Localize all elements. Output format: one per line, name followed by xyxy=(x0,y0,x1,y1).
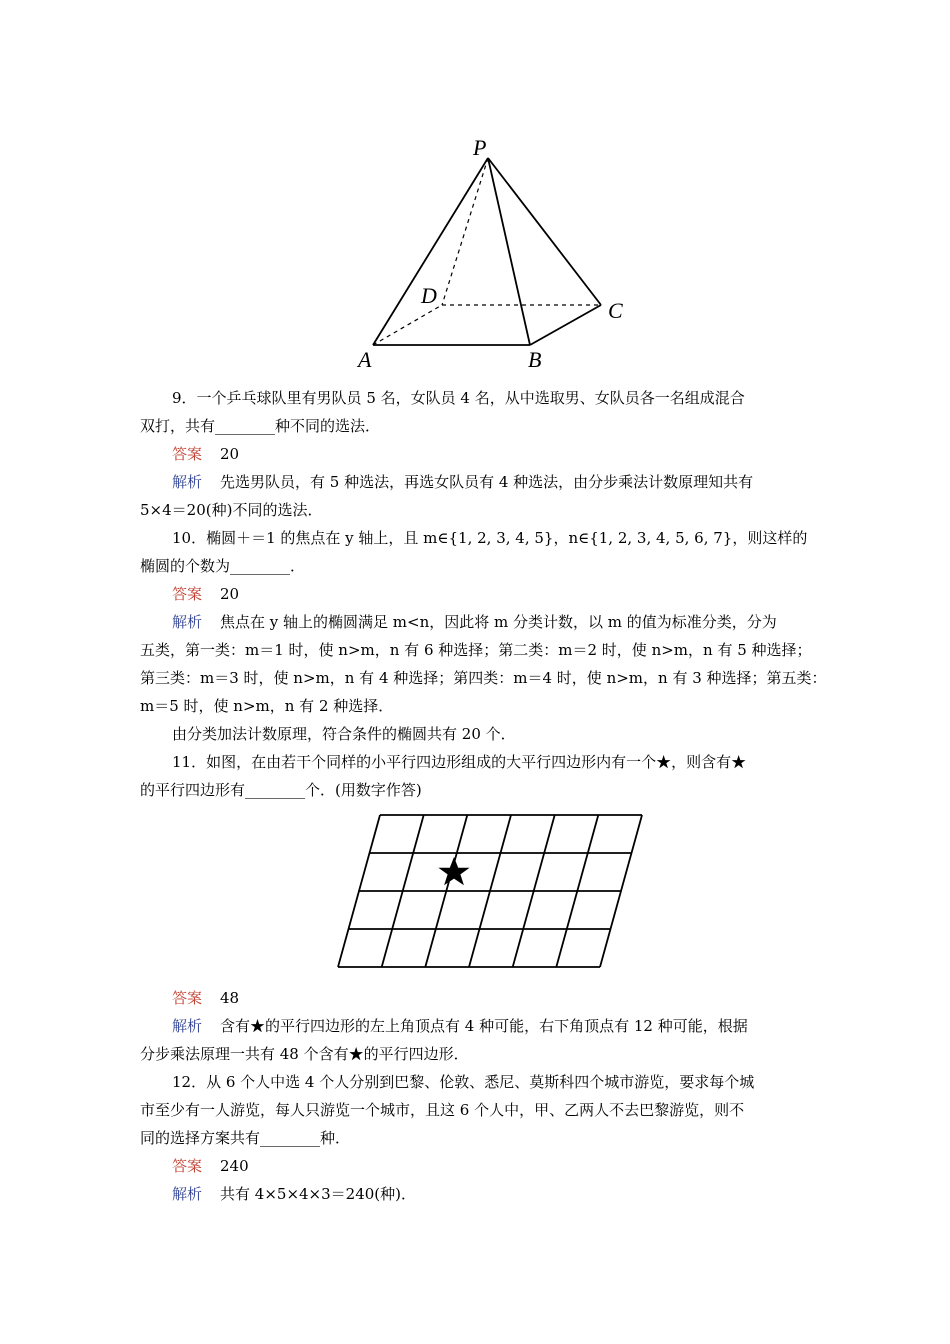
q10-line1: 10．椭圆＋＝1 的焦点在 y 轴上，且 m∈{1, 2, 3, 4, 5}，n∈{1, 2, 3, 4, 5, 6, 7}，则这样的 xyxy=(172,529,808,547)
q10-analysis-line4: m＝5 时，使 n>m，n 有 2 种选择． xyxy=(140,697,394,715)
edge-PA xyxy=(373,158,488,345)
answer-value: 48 xyxy=(220,989,240,1007)
answer-value: 20 xyxy=(220,445,240,463)
q10-analysis-line5: 由分类加法计数原理，符合条件的椭圆共有 20 个． xyxy=(172,725,516,743)
q10-line2: 椭圆的个数为________． xyxy=(140,557,306,575)
q9-line2: 双打，共有________种不同的选法． xyxy=(140,417,381,435)
q11-line2: 的平行四边形有________个．(用数字作答) xyxy=(140,781,422,799)
edge-AD xyxy=(373,305,442,345)
answer-label: 答案 xyxy=(172,989,203,1007)
q11-answer xyxy=(172,988,239,1008)
label-D: D xyxy=(421,283,437,308)
q9-analysis xyxy=(172,472,753,492)
q10-analysis-line2: 五类，第一类：m＝1 时，使 n>m，n 有 6 种选择；第二类：m＝2 时，使 n>m，n 有 5 种选择； xyxy=(140,641,812,659)
answer-label: 答案 xyxy=(172,1157,203,1175)
q12-line2: 市至少有一人游览，每人只游览一个城市，且这 6 个人中，甲、乙两人不去巴黎游览，则不 xyxy=(140,1101,745,1119)
edge-BC xyxy=(530,305,601,345)
q12-line1: 12．从 6 个人中选 4 个人分别到巴黎、伦敦、悉尼、莫斯科四个城市游览，要求每个城 xyxy=(172,1073,755,1091)
analysis-label: 解析 xyxy=(172,613,203,631)
label-B: B xyxy=(528,347,542,372)
q9-analysis-line2: 5×4＝20(种)不同的选法． xyxy=(140,501,323,519)
q9-answer xyxy=(172,444,239,464)
answer-label: 答案 xyxy=(172,445,203,463)
q11-analysis xyxy=(172,1016,748,1036)
q9-line1: 9．一个乒乓球队里有男队员 5 名，女队员 4 名，从中选取男、女队员各一名组成混合 xyxy=(172,389,745,407)
analysis-text: 共有 4×5×4×3＝240(种)． xyxy=(220,1185,416,1203)
q11-line1: 11．如图，在由若干个同样的小平行四边形组成的大平行四边形内有一个★，则含有★ xyxy=(172,753,747,771)
answer-label: 答案 xyxy=(172,585,203,603)
label-C: C xyxy=(608,298,623,323)
answer-value: 20 xyxy=(220,585,240,603)
q12-analysis xyxy=(172,1184,416,1204)
analysis-text: 焦点在 y 轴上的椭圆满足 m<n，因此将 m 分类计数，以 m 的值为标准分类，分为 xyxy=(220,613,777,631)
label-A: A xyxy=(358,347,372,372)
star-icon xyxy=(438,857,469,885)
q12-line3: 同的选择方案共有________种． xyxy=(140,1129,351,1147)
pyramid-figure xyxy=(350,128,640,378)
analysis-label: 解析 xyxy=(172,473,203,491)
q10-answer xyxy=(172,584,239,604)
q12-answer xyxy=(172,1156,249,1176)
parallelogram-grid-figure xyxy=(335,805,655,985)
answer-value: 240 xyxy=(220,1157,249,1175)
label-P: P xyxy=(473,135,487,160)
analysis-label: 解析 xyxy=(172,1185,203,1203)
edge-PD xyxy=(442,158,488,305)
q10-analysis-line3: 第三类：m＝3 时，使 n>m，n 有 4 种选择；第四类：m＝4 时，使 n>m，n 有 3 种选择；第五类： xyxy=(140,669,827,687)
q10-analysis xyxy=(172,612,777,632)
analysis-label: 解析 xyxy=(172,1017,203,1035)
analysis-text: 先选男队员，有 5 种选法，再选女队员有 4 种选法，由分步乘法计数原理知共有 xyxy=(220,473,754,491)
analysis-text: 含有★的平行四边形的左上角顶点有 4 种可能，右下角顶点有 12 种可能，根据 xyxy=(220,1017,748,1035)
q11-analysis-line2: 分步乘法原理一共有 48 个含有★的平行四边形． xyxy=(140,1045,469,1063)
